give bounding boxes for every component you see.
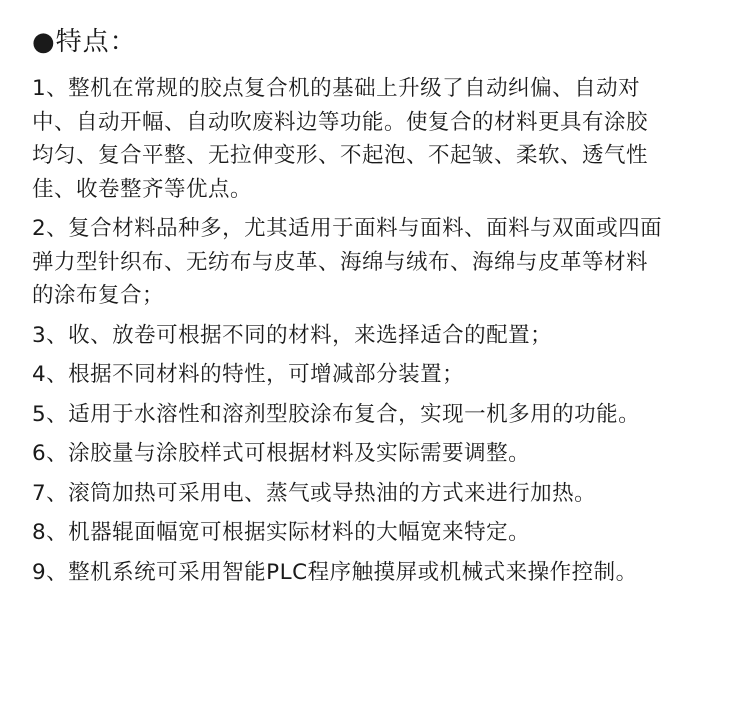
feature-item-4: [32, 358, 732, 392]
feature-text-line: 的涂布复合；: [32, 283, 165, 308]
feature-text-line: 均匀、复合平整、无拉伸变形、不起泡、不起皱、柔软、透气性: [32, 143, 649, 168]
feature-item-8: [32, 516, 732, 550]
feature-text-line: 中、自动开幅、自动吹废料边等功能。使复合的材料更具有涂胶: [32, 109, 649, 135]
feature-text-line: 9、整机系统可采用智能PLC程序触摸屏或机械式来操作控制。: [32, 559, 638, 585]
feature-item-5: [32, 398, 732, 432]
feature-text-line: 1、整机在常规的胶点复合机的基础上升级了自动纠偏、自动对: [32, 76, 641, 101]
feature-item-2: [32, 212, 732, 313]
features-section: [32, 24, 732, 589]
feature-text-line: 3、收、放卷可根据不同的材料，来选择适合的配置；: [32, 322, 553, 348]
feature-item-9: [32, 556, 732, 590]
feature-item-1: [32, 72, 732, 206]
feature-text-line: 8、机器辊面幅宽可根据实际材料的大幅宽来特定。: [32, 520, 531, 545]
feature-text-line: 5、适用于水溶性和溶剂型胶涂布复合，实现一机多用的功能。: [32, 401, 641, 427]
feature-item-6: [32, 437, 732, 471]
section-heading: ●特点：: [32, 27, 137, 57]
feature-item-7: [32, 477, 732, 511]
feature-item-3: [32, 319, 732, 353]
feature-text-line: 弹力型针织布、无纺布与皮革、海绵与绒布、海绵与皮革等材料: [32, 249, 649, 275]
feature-text-line: 6、涂胶量与涂胶样式可根据材料及实际需要调整。: [32, 441, 531, 466]
feature-text-line: 佳、收卷整齐等优点。: [32, 176, 253, 202]
feature-text-line: 7、滚筒加热可采用电、蒸气或导热油的方式来进行加热。: [32, 480, 597, 506]
feature-text-line: 2、复合材料品种多，尤其适用于面料与面料、面料与双面或四面: [32, 216, 663, 241]
feature-text-line: 4、根据不同材料的特性，可增减部分装置；: [32, 362, 465, 387]
